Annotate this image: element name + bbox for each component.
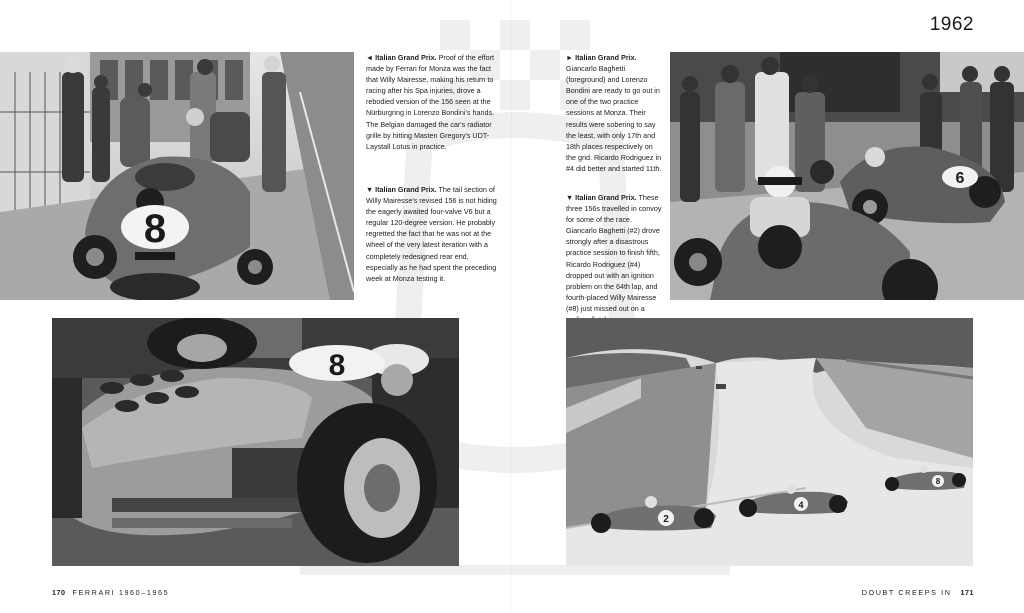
car-number-8-track: 8: [935, 477, 941, 486]
caption-heading: ▼ Italian Grand Prix.: [566, 193, 637, 202]
caption-mairesse-tail-section: [366, 184, 502, 284]
caption-heading: ▼ Italian Grand Prix.: [366, 185, 437, 194]
photo-three-cars-on-track: [566, 318, 973, 566]
caption-body: These three 156s travelled in convoy for some of the race. Giancarlo Baghetti (#2) drove strongly after a disastrous practice session to finish fifth, Ricardo Rodriguez (#4) dropped out with an ignition problem on the 64th lap, and fourth-placed Willy Mairesse (#8) just missed out on a: [566, 193, 662, 313]
page-number-left: 170: [52, 588, 66, 597]
caption-body: Proof of the effort made by Ferrari for Monza was the fact that Willy Mairesse, making his return to racing after his Spa injuries, drove a rebodied version of the 156 seen at the Nürburgring in Lorenzo Bondini's hands. The Belgian damaged the car's radiator grille by hitting Masten Gregory's UDT-Laystall Lotus in practice.: [366, 53, 495, 151]
running-title-right: DOUBT CREEPS IN: [861, 588, 952, 597]
caption-baghetti-bondini-practice: [566, 52, 662, 174]
photo-paddock-drivers: [670, 52, 1024, 300]
car-number-8-pit: 8: [143, 207, 167, 251]
caption-body: The tail section of Willy Mairesse's revised 156 is not hiding the eagerly awaited four-valve V6 but a regular 120-degree version. He probably regretted the fact that he was not at the wheel of the very latest iteration with a completely redesigned rear end, especially as he had spent the preceding week at Monza testing it.: [366, 185, 497, 283]
photo-pit-lane-car-8: [0, 52, 354, 300]
footer-left: [52, 588, 169, 597]
year-heading: 1962: [929, 14, 974, 35]
car-number-4: 4: [798, 500, 804, 510]
car-number-6: 6: [955, 170, 965, 187]
photo-car-8-closeup: [52, 318, 459, 566]
caption-heading: ◄ Italian Grand Prix.: [366, 53, 437, 62]
footer-right: [862, 588, 974, 597]
car-number-8-closeup: 8: [328, 349, 346, 382]
running-title-left: FERRARI 1960–1965: [72, 588, 170, 597]
caption-monza-mairesse-rebodied: [366, 52, 502, 152]
caption-three-156s-convoy: [566, 192, 662, 325]
car-number-2: 2: [663, 514, 669, 525]
caption-heading: ► Italian Grand Prix.: [566, 53, 637, 62]
page-number-right: 171: [960, 588, 974, 597]
caption-body: Giancarlo Baghetti (foreground) and Lorenzo Bondini are ready to go out in one of the two practice sessions at Monza. Their results were sobering to say the least, with only 17th and 18th places respectively on the grid. Ricardo Rodriguez in #4 did better and started 11th.: [566, 64, 662, 173]
